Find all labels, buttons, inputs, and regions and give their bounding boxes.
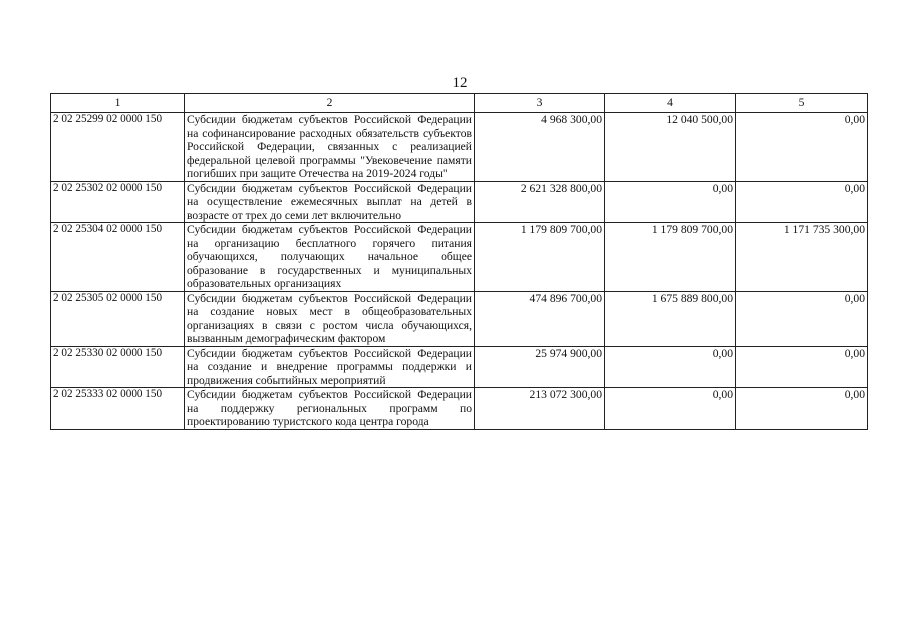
column-header-2: 2 bbox=[185, 94, 475, 113]
description-cell: Субсидии бюджетам субъектов Российской Федерации на поддержку региональных программ по проектированию туристского кода центра города bbox=[185, 388, 475, 430]
table-row bbox=[51, 181, 868, 223]
budget-code-cell: 2 02 25333 02 0000 150 bbox=[51, 388, 185, 430]
budget-code-cell: 2 02 25299 02 0000 150 bbox=[51, 113, 185, 182]
table-row bbox=[51, 346, 868, 388]
header-row bbox=[51, 94, 868, 113]
table-row bbox=[51, 291, 868, 346]
amount-col3-cell: 25 974 900,00 bbox=[475, 346, 605, 388]
description-cell: Субсидии бюджетам субъектов Российской Федерации на софинансирование расходных обязательств субъектов Российской Федерации, связанных с реализацией федеральной целевой программы "Увековечение памяти погибших при защите Отечества на 2019-2024 годы" bbox=[185, 113, 475, 182]
budget-code-cell: 2 02 25330 02 0000 150 bbox=[51, 346, 185, 388]
table-row bbox=[51, 223, 868, 292]
table-row bbox=[51, 113, 868, 182]
amount-col3-cell: 1 179 809 700,00 bbox=[475, 223, 605, 292]
amount-col4-cell: 0,00 bbox=[605, 181, 736, 223]
budget-code-cell: 2 02 25305 02 0000 150 bbox=[51, 291, 185, 346]
description-cell: Субсидии бюджетам субъектов Российской Федерации на осуществление ежемесячных выплат на детей в возрасте от трех до семи лет включительно bbox=[185, 181, 475, 223]
description-cell: Субсидии бюджетам субъектов Российской Федерации на создание и внедрение программы поддержки и продвижения событийных мероприятий bbox=[185, 346, 475, 388]
column-header-4: 4 bbox=[605, 94, 736, 113]
amount-col4-cell: 0,00 bbox=[605, 388, 736, 430]
amount-col5-cell: 0,00 bbox=[736, 388, 868, 430]
amount-col4-cell: 12 040 500,00 bbox=[605, 113, 736, 182]
budget-table bbox=[50, 93, 868, 430]
amount-col5-cell: 0,00 bbox=[736, 181, 868, 223]
amount-col3-cell: 2 621 328 800,00 bbox=[475, 181, 605, 223]
column-header-1: 1 bbox=[51, 94, 185, 113]
description-cell: Субсидии бюджетам субъектов Российской Федерации на создание новых мест в общеобразовательных организациях в связи с ростом числа обучающихся, вызванным демографическим фактором bbox=[185, 291, 475, 346]
amount-col5-cell: 1 171 735 300,00 bbox=[736, 223, 868, 292]
amount-col3-cell: 474 896 700,00 bbox=[475, 291, 605, 346]
budget-code-cell: 2 02 25302 02 0000 150 bbox=[51, 181, 185, 223]
amount-col3-cell: 213 072 300,00 bbox=[475, 388, 605, 430]
table-row bbox=[51, 388, 868, 430]
column-header-3: 3 bbox=[475, 94, 605, 113]
amount-col4-cell: 0,00 bbox=[605, 346, 736, 388]
amount-col5-cell: 0,00 bbox=[736, 291, 868, 346]
column-header-5: 5 bbox=[736, 94, 868, 113]
amount-col4-cell: 1 675 889 800,00 bbox=[605, 291, 736, 346]
amount-col3-cell: 4 968 300,00 bbox=[475, 113, 605, 182]
amount-col5-cell: 0,00 bbox=[736, 113, 868, 182]
amount-col5-cell: 0,00 bbox=[736, 346, 868, 388]
page-number: 12 bbox=[452, 75, 468, 91]
amount-col4-cell: 1 179 809 700,00 bbox=[605, 223, 736, 292]
budget-code-cell: 2 02 25304 02 0000 150 bbox=[51, 223, 185, 292]
description-cell: Субсидии бюджетам субъектов Российской Федерации на организацию бесплатного горячего питания обучающихся, получающих начальное общее образование в государственных и муниципальных образовательных организациях bbox=[185, 223, 475, 292]
